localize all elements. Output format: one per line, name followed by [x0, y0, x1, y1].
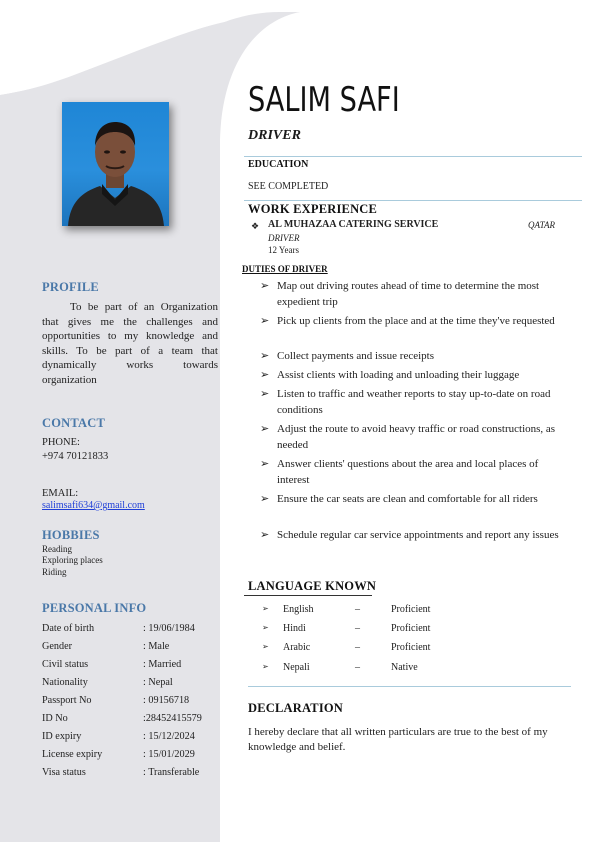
arrow-bullet-icon: ➢ — [262, 662, 269, 671]
candidate-name: SALIM SAFI — [248, 80, 400, 120]
personal-info-value: : Male — [143, 641, 170, 652]
personal-info-label: ID No — [42, 713, 68, 724]
personal-info-value: : Married — [143, 659, 182, 670]
divider — [244, 595, 372, 596]
divider — [244, 200, 582, 201]
declaration-heading: DECLARATION — [248, 701, 344, 715]
personal-info-label: Gender — [42, 641, 72, 652]
company-name: AL MUHAZAA CATERING SERVICE — [268, 219, 439, 230]
personal-info-row — [42, 731, 220, 745]
personal-info-label: Date of birth — [42, 623, 95, 634]
profile-text: To be part of an Organization that gives me the challenges and opportunities to my knowledge and skills. To be part of a team that dynamically works towards organization — [42, 301, 218, 386]
personal-info-value: : Nepal — [143, 677, 173, 688]
hobby-item: Exploring places — [42, 555, 103, 565]
personal-info-label: Passport No — [42, 695, 92, 706]
language-row: ➢ Nepali – Native — [262, 662, 418, 673]
education-text: SEE COMPLETED — [248, 181, 329, 192]
phone-number: +974 70121833 — [42, 451, 109, 462]
profile-photo — [62, 102, 169, 226]
personal-info-row — [42, 695, 220, 709]
arrow-bullet-icon: ➢ — [260, 349, 270, 362]
personal-info-label: ID expiry — [42, 731, 82, 742]
personal-info-label: License expiry — [42, 749, 103, 760]
personal-info-label: Nationality — [42, 677, 88, 688]
personal-info-row — [42, 713, 220, 727]
arrow-bullet-icon: ➢ — [262, 642, 269, 651]
duties-heading: DUTIES OF DRIVER — [242, 264, 328, 274]
arrow-bullet-icon: ➢ — [260, 422, 270, 435]
declaration-text: I hereby declare that all written particulars are true to the best of my knowledge and belief. — [248, 726, 548, 753]
personal-info-value: : 09156718 — [143, 695, 190, 706]
arrow-bullet-icon: ➢ — [260, 492, 270, 505]
personal-info-row — [42, 623, 220, 637]
personal-info-value: :28452415579 — [143, 713, 202, 724]
personal-info-label: Civil status — [42, 659, 89, 670]
hobbies-heading: HOBBIES — [42, 528, 100, 542]
contact-heading: CONTACT — [42, 416, 105, 430]
language-row: ➢ English – Proficient — [262, 604, 431, 615]
personal-info-row — [42, 749, 220, 763]
language-row: ➢ Hindi – Proficient — [262, 623, 431, 634]
divider — [248, 686, 571, 687]
personal-info-label: Visa status — [42, 767, 86, 778]
job-duration: 12 Years — [268, 245, 300, 255]
arrow-bullet-icon: ➢ — [260, 314, 270, 327]
arrow-bullet-icon: ➢ — [260, 387, 270, 400]
job-role: DRIVER — [268, 233, 300, 243]
divider — [244, 156, 582, 157]
company-country: QATAR — [528, 220, 555, 230]
person-silhouette-icon — [62, 102, 169, 226]
email-label: EMAIL: — [42, 488, 79, 499]
arrow-bullet-icon: ➢ — [262, 604, 269, 613]
language-row: ➢ Arabic – Proficient — [262, 642, 431, 653]
personal-info-value: : Transferable — [143, 767, 200, 778]
hobby-item: Riding — [42, 567, 67, 577]
arrow-bullet-icon: ➢ — [260, 457, 270, 470]
personal-info-value: : 15/12/2024 — [143, 731, 195, 742]
arrow-bullet-icon: ➢ — [260, 279, 270, 292]
candidate-title: DRIVER — [248, 128, 301, 143]
personal-info-heading: PERSONAL INFO — [42, 601, 147, 615]
language-heading: LANGUAGE KNOWN — [248, 579, 377, 593]
personal-info-row — [42, 677, 220, 691]
email-link[interactable]: salimsafi634@gmail.com — [42, 500, 145, 511]
arrow-bullet-icon: ➢ — [262, 623, 269, 632]
hobby-item: Reading — [42, 544, 72, 554]
work-experience-heading: WORK EXPERIENCE — [248, 202, 378, 216]
personal-info-value: : 15/01/2029 — [143, 749, 195, 760]
education-heading: EDUCATION — [248, 159, 309, 170]
personal-info-value: : 19/06/1984 — [143, 623, 195, 634]
phone-label: PHONE: — [42, 437, 80, 448]
profile-heading: PROFILE — [42, 280, 99, 294]
arrow-bullet-icon: ➢ — [260, 528, 270, 541]
personal-info-row — [42, 767, 220, 781]
arrow-bullet-icon: ➢ — [260, 368, 270, 381]
diamond-bullet-icon: ❖ — [251, 221, 260, 231]
personal-info-row — [42, 659, 220, 673]
personal-info-row — [42, 641, 220, 655]
